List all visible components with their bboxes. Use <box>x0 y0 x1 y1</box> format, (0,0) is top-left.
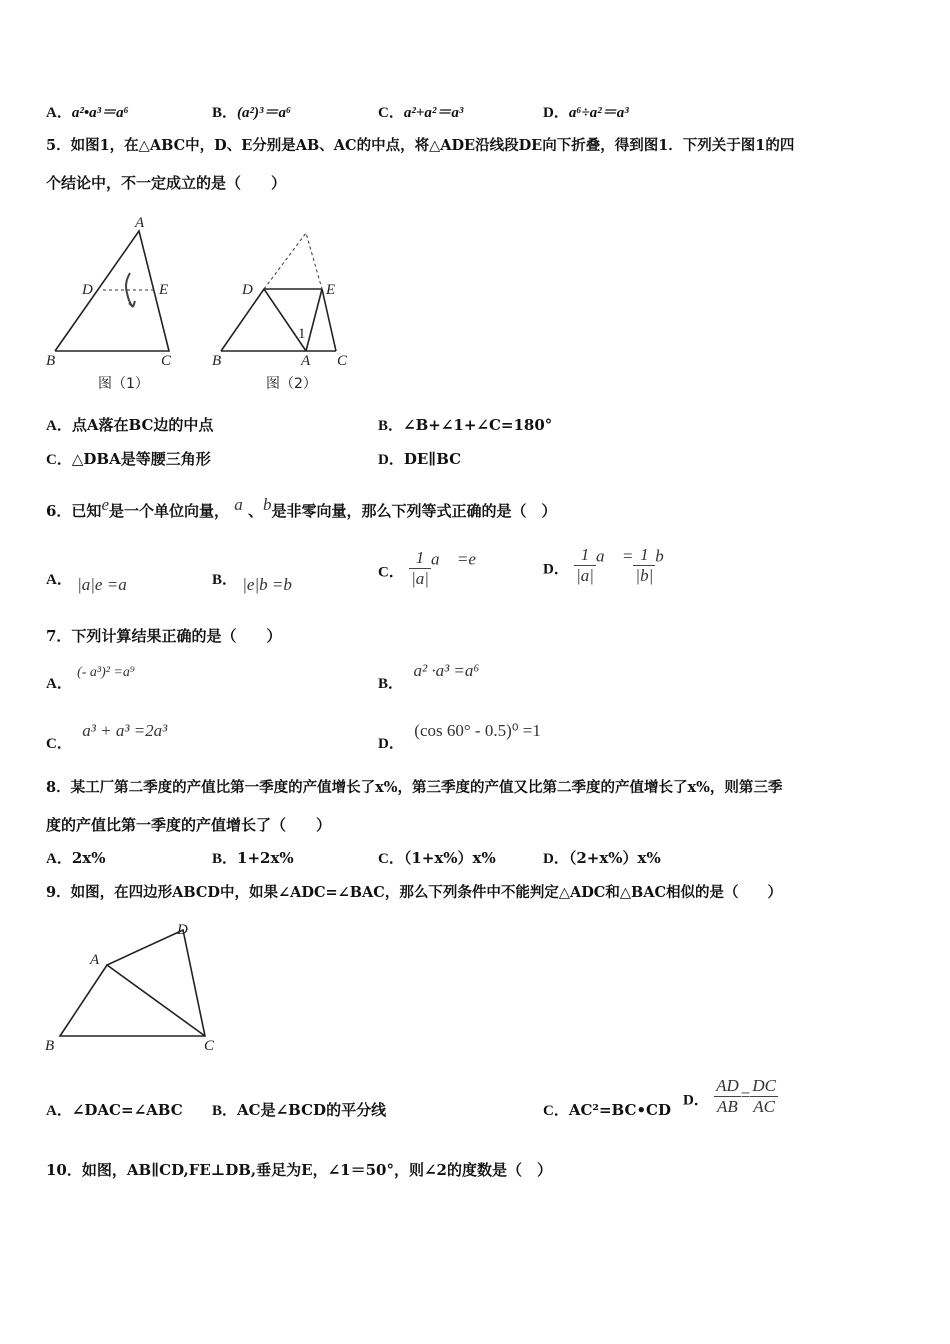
q4-option-c <box>378 103 463 122</box>
option-label: D． <box>378 736 404 752</box>
option-label: D． <box>543 561 569 578</box>
denominator: AC <box>753 1097 776 1116</box>
denominator: |a| <box>411 569 429 588</box>
q8-option-a <box>46 849 105 868</box>
option-label: A． <box>46 105 72 121</box>
option-expr: b⃗ <box>655 546 677 566</box>
q5-option-d <box>378 450 461 469</box>
label-a: A <box>135 215 145 231</box>
label-c: C <box>337 353 348 369</box>
option-label: A． <box>46 676 72 692</box>
option-text: 1+2x% <box>237 849 294 867</box>
option-label: A． <box>46 1103 72 1119</box>
option-expr: a²•a³＝a⁶ <box>71 105 129 121</box>
option-text: （1+x%）x% <box>403 849 496 867</box>
option-label: B． <box>212 1103 238 1119</box>
option-label: A． <box>46 572 72 588</box>
q7-option-a <box>46 662 135 693</box>
stem-text: 是非零向量，那么下列等式正确的是（ ） <box>271 502 557 520</box>
option-text: AC是∠BCD的平分线 <box>237 1101 387 1119</box>
option-expr: a² ·a³ =a⁶ <box>413 661 480 680</box>
vector-a: a <box>234 495 243 514</box>
option-expr: |e|b =b <box>242 575 292 594</box>
option-label: B． <box>378 418 404 434</box>
option-expr: a⃗ =e⃗ <box>430 549 490 569</box>
q7-option-d <box>378 722 541 753</box>
option-label: C． <box>46 736 72 752</box>
denominator: AB <box>717 1097 738 1116</box>
q7-option-c <box>46 722 167 753</box>
option-label: B． <box>212 572 238 588</box>
label-d: D <box>82 282 93 298</box>
equals-sign: = <box>740 1085 751 1105</box>
q6-option-b <box>212 570 292 594</box>
q6-option-a <box>46 570 127 594</box>
figure-1-caption: 图（1） <box>98 376 149 392</box>
q4-option-b <box>212 103 291 122</box>
q5-option-a <box>46 416 213 435</box>
q9-option-c <box>543 1101 671 1120</box>
label-d: D <box>177 922 188 938</box>
q8-option-d <box>543 849 661 868</box>
fraction <box>574 545 596 586</box>
option-label: C． <box>543 1103 569 1119</box>
q7-stem: 7．下列计算结果正确的是（ ） <box>46 627 282 645</box>
option-expr: a⁶÷a²＝a³ <box>568 105 629 121</box>
option-text: DE∥BC <box>403 450 462 468</box>
option-label: A． <box>46 418 72 434</box>
label-b: B <box>212 353 222 369</box>
angle-1-label: 1 <box>298 326 306 342</box>
q8-option-c <box>378 849 496 868</box>
numerator: DC <box>752 1076 776 1095</box>
label-b: B <box>45 1038 55 1054</box>
q9-stem: 9．如图，在四边形ABCD中，如果∠ADC=∠BAC，那么下列条件中不能判定△ADC和△BAC相似的是（ ） <box>46 884 783 901</box>
figure-1 <box>46 215 172 392</box>
q6-option-d <box>543 545 677 586</box>
q8-stem-line1: 8．某工厂第二季度的产值比第一季度的产值增长了x%，第三季度的产值又比第二季度的产值增长了x%，则第三季 <box>46 779 783 796</box>
option-expr: a³ + a³ =2a³ <box>82 721 168 740</box>
q5-stem-line2: 个结论中，不一定成立的是（ ） <box>46 174 287 192</box>
q5-option-b <box>378 416 552 435</box>
q8-option-b <box>212 849 294 868</box>
option-label: A． <box>46 851 72 867</box>
label-e: E <box>159 282 169 298</box>
label-a: A <box>301 353 311 369</box>
option-label: C． <box>378 851 404 867</box>
fraction <box>409 548 431 589</box>
q5-option-c <box>46 450 211 469</box>
option-label: C． <box>46 452 72 468</box>
option-label: D． <box>543 851 569 867</box>
denominator: |a| <box>576 566 594 585</box>
q4-option-a <box>46 103 129 122</box>
q10-stem: 10．如图，AB∥CD,FE⊥DB,垂足为E，∠1＝50°，则∠2的度数是（ ） <box>46 1161 552 1179</box>
option-label: C． <box>378 105 404 121</box>
numerator: 1 <box>574 545 596 566</box>
figure-2 <box>212 233 348 392</box>
q7-option-b <box>378 662 479 693</box>
option-text: 点A落在BC边的中点 <box>71 416 214 434</box>
option-expr: a²+a²＝a³ <box>403 105 464 121</box>
q9-figure <box>40 918 225 1058</box>
numerator: 1 <box>409 548 431 569</box>
option-label: D． <box>683 1092 709 1109</box>
option-text: 2x% <box>71 849 106 867</box>
q5-stem-line1: 5．如图1，在△ABC中，D、E分别是AB、AC的中点，将△ADE沿线段DE向下折叠，得到图1．下列关于图1的四 <box>46 137 795 154</box>
label-d: D <box>242 282 253 298</box>
stem-text: 、 <box>247 502 263 520</box>
stem-text: 6．已知 <box>46 502 102 520</box>
option-expr: a⃗ = <box>595 546 634 566</box>
vector-b: b <box>262 495 272 514</box>
denominator: |b| <box>635 566 654 585</box>
option-expr: (cos 60° - 0.5)⁰ =1 <box>414 721 541 740</box>
option-label: D． <box>543 105 569 121</box>
option-label: C． <box>378 564 404 581</box>
option-text: ∠B+∠1+∠C=180° <box>403 416 553 434</box>
q5-figures <box>40 205 360 400</box>
vector-e: e <box>101 495 109 514</box>
option-text: （2+x%）x% <box>568 849 661 867</box>
q8-stem-line2: 度的产值比第一季度的产值增长了（ ） <box>46 816 332 834</box>
numerator: 1 <box>633 545 655 566</box>
label-b: B <box>46 353 56 369</box>
option-expr: (a²)³＝a⁶ <box>237 105 292 121</box>
q9-option-a <box>46 1101 183 1120</box>
label-e: E <box>326 282 336 298</box>
fraction <box>714 1076 741 1117</box>
option-expr: |a|e =a <box>77 575 127 594</box>
label-c: C <box>161 353 172 369</box>
label-a: A <box>90 952 100 968</box>
stem-text: 是一个单位向量， <box>108 502 229 520</box>
label-c: C <box>204 1038 215 1054</box>
option-expr: (- a³)² =a⁹ <box>77 665 135 680</box>
option-text: ∠DAC=∠ABC <box>71 1101 183 1119</box>
q6-stem <box>46 496 557 520</box>
fraction <box>633 545 655 586</box>
fraction <box>750 1076 778 1117</box>
q9-option-d <box>683 1076 778 1117</box>
option-text: AC²=BC•CD <box>568 1101 671 1119</box>
option-label: B． <box>378 676 404 692</box>
option-label: B． <box>212 105 238 121</box>
option-label: B． <box>212 851 238 867</box>
q4-option-d <box>543 103 629 122</box>
option-text: △DBA是等腰三角形 <box>71 450 211 468</box>
q9-option-b <box>212 1101 386 1120</box>
q6-option-c <box>378 548 489 589</box>
option-label: D． <box>378 452 404 468</box>
figure-2-caption: 图（2） <box>266 376 317 392</box>
numerator: AD <box>716 1076 739 1095</box>
